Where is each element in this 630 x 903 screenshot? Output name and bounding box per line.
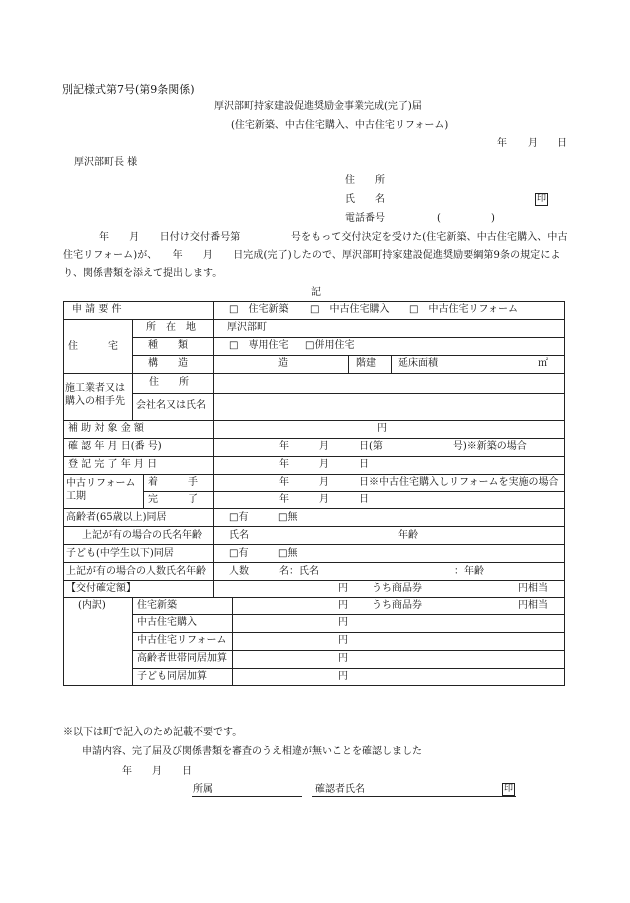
type-label: 種 類 xyxy=(148,340,188,351)
subsidy-label: 補 助 対 象 金 額 xyxy=(68,423,144,434)
child-count-label: 人数 xyxy=(229,566,249,577)
date-month-label: 月 xyxy=(528,138,538,149)
grant-yen-equiv: 円相当 xyxy=(518,583,548,594)
elderly-age-label: 年齢 xyxy=(398,530,418,541)
contractor-label-2: 購入の相手先 xyxy=(65,396,125,407)
breakdown-child-yen: 円 xyxy=(338,671,348,682)
floor-area-label: 延床面積 xyxy=(398,358,438,369)
breakdown-child-label: 子ども同居加算 xyxy=(137,671,207,682)
type-checkbox-mixed[interactable]: □併用住宅 xyxy=(305,340,355,351)
end-label: 完 了 xyxy=(148,494,198,505)
structure-label: 構 造 xyxy=(148,358,188,369)
requirement-label: 申 請 要 件 xyxy=(72,304,122,315)
breakdown-reform-yen: 円 xyxy=(338,635,348,646)
dept-label: 所属 xyxy=(193,784,213,795)
footer-seal-mark: 印 xyxy=(503,784,513,794)
phone-close-paren: ) xyxy=(491,213,495,224)
date-day-label: 日 xyxy=(557,138,567,149)
breakdown-used-label: 中古住宅購入 xyxy=(137,617,197,628)
seal-mark: 印 xyxy=(536,194,546,204)
form-number: 別記様式第7号(第9条関係) xyxy=(62,83,195,96)
applicant-address-label: 住 所 xyxy=(345,175,385,186)
footer-confirm-text: 申請内容、完了届及び関係書類を審査のうえ相違が無いことを確認しました xyxy=(82,746,422,757)
house-label: 住 宅 xyxy=(68,341,118,352)
start-label: 着 手 xyxy=(148,477,198,488)
elderly-label: 高齢者(65歳以上)同居 xyxy=(66,512,167,523)
child-detail-label: 上記が有の場合の人数氏名年齢 xyxy=(66,566,206,577)
breakdown-new-yen: 円 xyxy=(338,600,348,611)
breakdown-new-gift-cert: うち商品券 xyxy=(372,600,422,611)
date-year-label: 年 xyxy=(497,138,507,149)
confirm-date-label: 確 認 年 月 日(番 号) xyxy=(68,441,162,452)
ki-heading: 記 xyxy=(311,287,321,298)
page-subtitle: (住宅新築、中古住宅購入、中古住宅リフォーム) xyxy=(231,120,449,131)
child-label: 子ども(中学生以下)同居 xyxy=(66,548,174,559)
structure-zou: 造 xyxy=(278,358,288,369)
contractor-address-label: 住 所 xyxy=(149,377,189,388)
grant-label: 【交付確定額】 xyxy=(66,583,136,594)
confirmer-field-underline[interactable] xyxy=(312,784,516,797)
phone-open-paren: ( xyxy=(437,213,441,224)
breakdown-elderly-yen: 円 xyxy=(338,653,348,664)
applicant-phone-label: 電話番号 xyxy=(345,213,385,224)
location-value: 厚沢部町 xyxy=(227,322,267,333)
child-yes-checkbox[interactable]: □有 xyxy=(229,548,249,559)
grant-yen: 円 xyxy=(338,583,348,594)
contractor-name-label: 会社名又は氏名 xyxy=(136,400,206,411)
body-line-1: 年 月 日付け交付番号第 号をもって交付決定を受けた(住宅新築、中古住宅購入、中古 xyxy=(99,232,568,243)
end-value: 年 月 日 xyxy=(279,494,369,505)
structure-floors: 階建 xyxy=(356,358,376,369)
child-no-checkbox[interactable]: □無 xyxy=(278,548,298,559)
register-date-value: 年 月 日 xyxy=(279,459,369,470)
req-checkbox-new[interactable]: □ 住宅新築 xyxy=(229,304,289,315)
req-checkbox-reform[interactable]: □ 中古住宅リフォーム xyxy=(409,304,518,315)
elderly-no-checkbox[interactable]: □無 xyxy=(278,512,298,523)
footer-note: ※以下は町で記入のため記載不要です。 xyxy=(63,727,243,738)
register-date-label: 登 記 完 了 年 月 日 xyxy=(68,459,158,470)
elderly-yes-checkbox[interactable]: □有 xyxy=(229,512,249,523)
req-checkbox-used[interactable]: □ 中古住宅購入 xyxy=(310,304,390,315)
floor-area-unit: ㎡ xyxy=(538,358,548,369)
reform-label-2: 工期 xyxy=(66,491,86,502)
applicant-name-label: 氏 名 xyxy=(345,194,385,205)
start-value: 年 月 日※中古住宅購入しリフォームを実施の場合 xyxy=(279,477,559,488)
grant-gift-cert: うち商品券 xyxy=(372,583,422,594)
body-line-2: 住宅リフォーム)が、 年 月 日完成(完了)したので、厚沢部町持家建設促進奨励要綱第9条の規定によ xyxy=(63,250,561,261)
child-name-label: 名：氏名 xyxy=(279,566,319,577)
page-title: 厚沢部町持家建設促進奨励金事業完成(完了)届 xyxy=(214,101,422,112)
elderly-name-label: 氏名 xyxy=(229,530,249,541)
elderly-detail-label: 上記が有の場合の氏名年齢 xyxy=(82,530,202,541)
dept-field-underline[interactable] xyxy=(192,784,302,797)
breakdown-reform-label: 中古住宅リフォーム xyxy=(137,635,227,646)
child-age-label: ：年齢 xyxy=(454,566,484,577)
footer-date: 年 月 日 xyxy=(122,766,192,777)
breakdown-new-label: 住宅新築 xyxy=(137,600,177,611)
body-line-3: り、関係書類を添えて提出します。 xyxy=(63,268,223,279)
location-label: 所 在 地 xyxy=(146,322,196,333)
reform-label-1: 中古リフォーム xyxy=(66,478,136,489)
confirmer-label: 確認者氏名 xyxy=(315,784,365,795)
breakdown-used-yen: 円 xyxy=(338,617,348,628)
confirm-date-value: 年 月 日(第 号)※新築の場合 xyxy=(279,441,527,452)
type-checkbox-dedicated[interactable]: □ 専用住宅 xyxy=(229,340,289,351)
breakdown-new-yen-equiv: 円相当 xyxy=(518,600,548,611)
subsidy-unit: 円 xyxy=(377,423,387,434)
contractor-label-1: 施工業者又は xyxy=(65,383,125,394)
addressee: 厚沢部町長 様 xyxy=(74,157,138,168)
breakdown-label: (内訳) xyxy=(78,600,106,611)
breakdown-elderly-label: 高齢者世帯同居加算 xyxy=(137,653,227,664)
